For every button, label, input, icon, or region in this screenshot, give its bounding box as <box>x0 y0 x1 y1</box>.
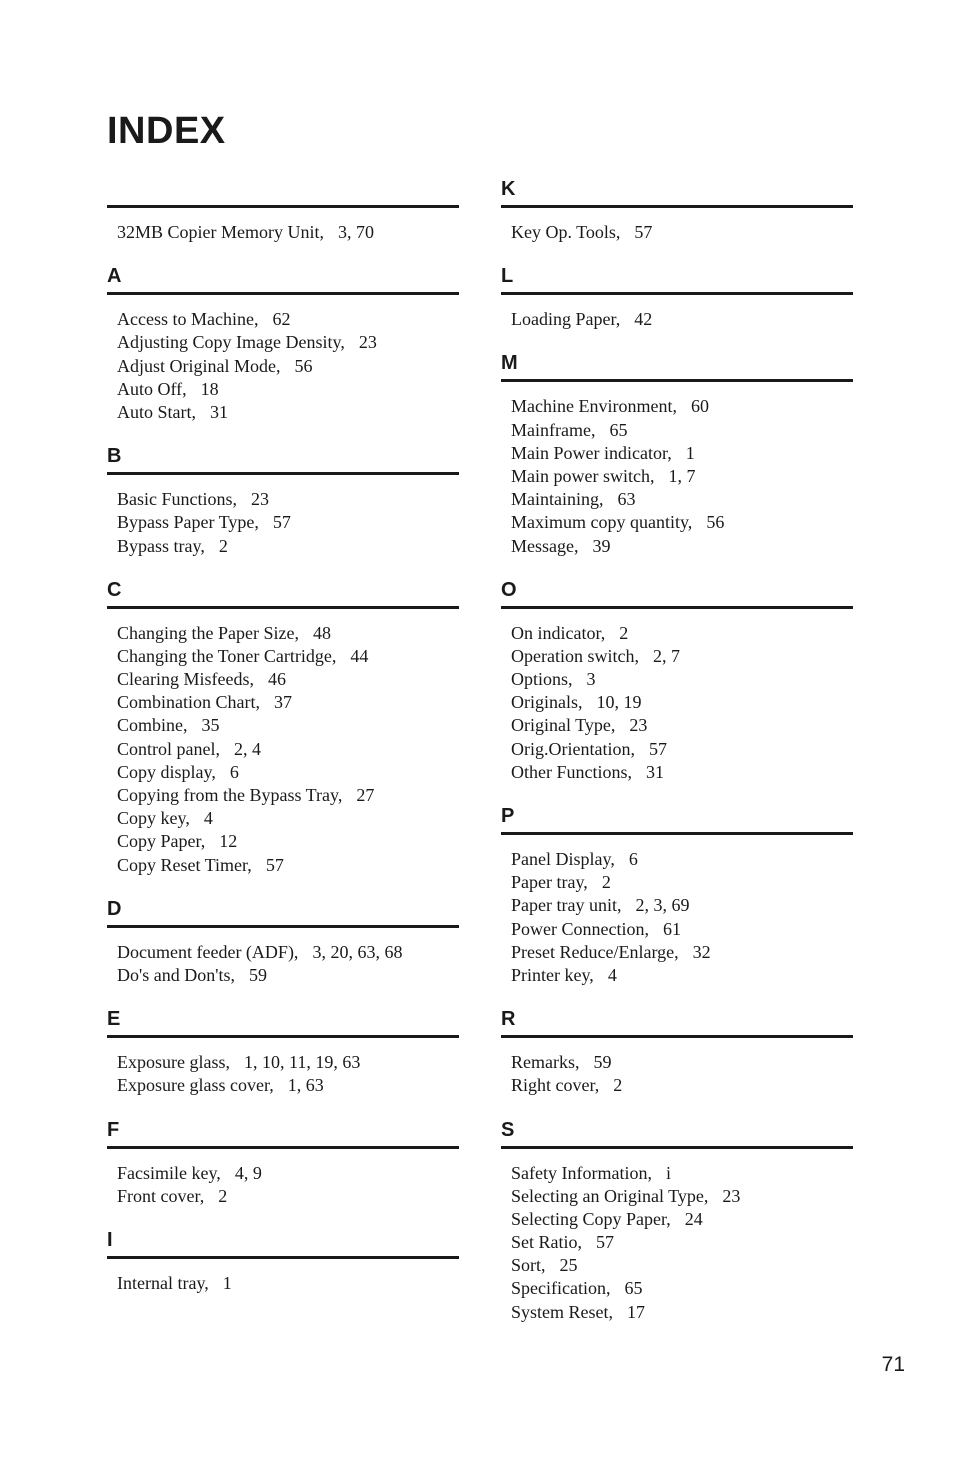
section-letter: L <box>501 265 514 288</box>
entry-term: Access to Machine, <box>117 309 259 330</box>
index-entry <box>117 645 459 668</box>
entry-pages: 6 <box>229 761 239 782</box>
section-letter: D <box>107 897 122 920</box>
entry-term: Clearing Misfeeds, <box>117 669 254 690</box>
entry-pages: 2 <box>619 622 629 643</box>
section-divider <box>107 925 459 928</box>
entry-pages: 25 <box>559 1255 578 1276</box>
entry-pages: 23 <box>251 489 269 510</box>
index-entry <box>511 738 853 761</box>
entry-pages: 62 <box>272 309 291 330</box>
index-column-left <box>107 175 459 1313</box>
section-divider <box>501 1146 853 1149</box>
index-entry <box>117 714 459 737</box>
entry-pages: 1, 10, 11, 19, 63 <box>243 1052 361 1073</box>
entry-term: Mainframe, <box>511 419 596 440</box>
entry-term: Selecting Copy Paper, <box>511 1208 671 1229</box>
entry-term: Bypass Paper Type, <box>117 512 259 533</box>
entry-pages: 35 <box>201 715 220 736</box>
index-entry <box>511 622 853 645</box>
index-entry <box>117 355 459 378</box>
entry-term: Specification, <box>511 1278 611 1299</box>
section-divider <box>107 606 459 609</box>
entry-term: Sort, <box>511 1255 546 1276</box>
entry-pages: 1, 63 <box>287 1075 324 1096</box>
index-entry <box>117 331 459 354</box>
index-entry <box>511 465 853 488</box>
entry-term: Remarks, <box>511 1052 580 1073</box>
entry-pages: 37 <box>274 692 292 713</box>
entry-pages: 57 <box>596 1232 614 1253</box>
entry-term: Set Ratio, <box>511 1232 582 1253</box>
index-entry <box>117 941 459 964</box>
index-section <box>501 349 853 557</box>
index-section <box>107 576 459 877</box>
index-entry <box>511 1301 853 1324</box>
entry-term: Key Op. Tools, <box>511 222 621 242</box>
entry-pages: 2, 3, 69 <box>635 895 690 916</box>
entry-list <box>501 221 853 244</box>
entry-pages: 61 <box>662 918 681 939</box>
entry-term: Original Type, <box>511 715 616 736</box>
section-letter: C <box>107 578 122 601</box>
section-divider <box>107 472 459 475</box>
section-letter: R <box>501 1008 516 1031</box>
entry-list <box>501 1162 853 1324</box>
entry-pages: 3, 20, 63, 68 <box>312 941 403 962</box>
entry-pages: 23 <box>722 1185 741 1206</box>
section-letter: F <box>107 1118 120 1141</box>
entry-term: Right cover, <box>511 1075 600 1096</box>
entry-term: Changing the Paper Size, <box>117 622 299 643</box>
entry-pages: 2, 7 <box>652 645 680 666</box>
entry-term: Maximum copy quantity, <box>511 512 693 533</box>
section-divider <box>107 205 459 208</box>
entry-term: Bypass tray, <box>117 535 205 556</box>
index-entry <box>117 378 459 401</box>
entry-pages: 65 <box>624 1278 643 1299</box>
entry-pages: 57 <box>648 738 667 759</box>
entry-term: Options, <box>511 669 573 690</box>
entry-term: Copy display, <box>117 761 216 782</box>
entry-term: Main power switch, <box>511 465 655 486</box>
index-entry <box>511 871 853 894</box>
index-entry <box>511 918 853 941</box>
index-entry <box>117 511 459 534</box>
entry-term: Changing the Toner Cartridge, <box>117 645 337 666</box>
entry-pages: 12 <box>219 831 238 852</box>
section-divider <box>501 292 853 295</box>
index-entry <box>511 1185 853 1208</box>
entry-pages: 24 <box>684 1208 703 1229</box>
entry-pages: 1, 7 <box>668 465 696 486</box>
section-divider <box>107 292 459 295</box>
index-entry <box>511 645 853 668</box>
index-entry <box>511 1074 853 1097</box>
index-section <box>501 802 853 987</box>
entry-list <box>107 941 459 987</box>
entry-list <box>107 622 459 877</box>
entry-list <box>107 308 459 424</box>
section-letter: I <box>107 1228 113 1251</box>
index-entry <box>117 691 459 714</box>
index-entry <box>511 1162 853 1185</box>
entry-term: Adjust Original Mode, <box>117 355 281 376</box>
index-entry <box>511 395 853 418</box>
index-entry <box>511 894 853 917</box>
entry-term: Selecting an Original Type, <box>511 1185 709 1206</box>
entry-pages: 31 <box>646 761 664 782</box>
entry-pages: 3 <box>586 669 596 690</box>
section-divider <box>501 606 853 609</box>
index-entry <box>117 308 459 331</box>
index-entry <box>117 221 459 244</box>
entry-term: Document feeder (ADF), <box>117 941 299 962</box>
section-divider <box>107 1035 459 1038</box>
entry-list <box>501 308 853 331</box>
section-letter: E <box>107 1008 121 1031</box>
entry-pages: 3, 70 <box>338 222 374 242</box>
index-entry <box>511 1277 853 1300</box>
entry-pages: i <box>665 1162 671 1183</box>
entry-term: Message, <box>511 535 579 556</box>
index-entry <box>117 535 459 558</box>
entry-list <box>107 1272 459 1295</box>
entry-pages: 57 <box>634 222 653 242</box>
entry-term: Operation switch, <box>511 645 639 666</box>
index-entry <box>511 691 853 714</box>
entry-pages: 44 <box>350 645 369 666</box>
index-section <box>107 1116 459 1208</box>
entry-pages: 46 <box>267 669 286 690</box>
entry-term: Preset Reduce/Enlarge, <box>511 941 679 962</box>
section-letter: P <box>501 805 515 827</box>
entry-pages: 23 <box>629 715 648 736</box>
entry-term: Combination Chart, <box>117 692 260 713</box>
index-entry <box>511 668 853 691</box>
section-letter: O <box>501 578 517 601</box>
entry-list <box>107 1162 459 1208</box>
entry-term: Basic Functions, <box>117 489 237 510</box>
entry-pages: 57 <box>272 512 291 533</box>
index-entry <box>117 964 459 987</box>
entry-pages: 27 <box>356 785 375 805</box>
index-entry <box>117 1162 459 1185</box>
section-divider <box>501 1035 853 1038</box>
entry-term: Do's and Don'ts, <box>117 964 235 985</box>
entry-list <box>107 1051 459 1097</box>
entry-pages: 10, 19 <box>596 692 642 713</box>
section-divider <box>107 1146 459 1149</box>
entry-term: Orig.Orientation, <box>511 738 635 759</box>
entry-pages: 1 <box>685 442 695 463</box>
entry-pages: 2 <box>218 1185 228 1206</box>
entry-pages: 65 <box>609 419 628 440</box>
entry-term: Facsimile key, <box>117 1162 221 1183</box>
entry-list <box>107 488 459 558</box>
entry-term: Machine Environment, <box>511 396 677 417</box>
index-entry <box>511 1051 853 1074</box>
section-letter: M <box>501 352 518 375</box>
entry-term: Paper tray, <box>511 872 588 893</box>
section-letter <box>107 175 459 203</box>
entry-term: Adjusting Copy Image Density, <box>117 332 345 353</box>
index-entry <box>511 848 853 871</box>
index-entry <box>511 1254 853 1277</box>
index-entry <box>117 807 459 830</box>
entry-term: Safety Information, <box>511 1162 652 1183</box>
index-entry <box>511 535 853 558</box>
section-letter: A <box>107 265 122 288</box>
index-section <box>107 262 459 424</box>
section-letter: S <box>501 1118 515 1141</box>
entry-pages: 17 <box>627 1301 645 1322</box>
entry-term: Copy Paper, <box>117 831 206 852</box>
entry-pages: 59 <box>248 964 267 985</box>
index-section <box>107 442 459 558</box>
entry-term: Copy Reset Timer, <box>117 854 252 875</box>
section-divider <box>501 379 853 382</box>
index-section <box>107 1226 459 1295</box>
entry-pages: 32 <box>692 941 711 962</box>
entry-term: Loading Paper, <box>511 309 621 330</box>
entry-pages: 6 <box>628 849 638 869</box>
index-section <box>501 1005 853 1097</box>
entry-pages: 1 <box>222 1272 232 1293</box>
index-section <box>501 576 853 784</box>
entry-term: On indicator, <box>511 622 606 643</box>
page-title: INDEX <box>107 110 226 152</box>
entry-list <box>501 1051 853 1097</box>
index-column-right <box>501 175 853 1342</box>
index-section <box>107 895 459 987</box>
entry-pages: 63 <box>617 489 636 510</box>
entry-term: 32MB Copier Memory Unit, <box>117 222 324 242</box>
section-divider <box>501 205 853 208</box>
entry-list <box>107 221 459 244</box>
entry-pages: 31 <box>210 401 228 422</box>
entry-term: Paper tray unit, <box>511 895 622 916</box>
index-entry <box>511 761 853 784</box>
index-entry <box>117 1185 459 1208</box>
entry-pages: 2, 4 <box>233 738 261 759</box>
entry-pages: 48 <box>312 622 331 643</box>
section-letter: K <box>501 178 516 200</box>
index-entry <box>117 622 459 645</box>
index-entry <box>511 964 853 987</box>
entry-term: Front cover, <box>117 1185 205 1206</box>
entry-term: Printer key, <box>511 964 594 985</box>
index-entry <box>511 941 853 964</box>
entry-term: Internal tray, <box>117 1272 209 1293</box>
entry-term: Panel Display, <box>511 849 615 869</box>
index-entry <box>511 419 853 442</box>
entry-pages: 2 <box>613 1075 623 1096</box>
index-section <box>501 262 853 331</box>
section-divider <box>107 1256 459 1259</box>
entry-list <box>501 395 853 557</box>
index-entry <box>117 1074 459 1097</box>
index-entry <box>117 784 459 807</box>
index-entry <box>511 442 853 465</box>
entry-term: Exposure glass, <box>117 1052 230 1073</box>
index-entry <box>117 761 459 784</box>
entry-term: Originals, <box>511 692 583 713</box>
entry-term: Combine, <box>117 715 188 736</box>
entry-pages: 42 <box>634 309 653 330</box>
index-entry <box>511 714 853 737</box>
index-entry <box>511 1231 853 1254</box>
entry-pages: 23 <box>358 332 377 353</box>
index-entry <box>511 511 853 534</box>
entry-term: Auto Start, <box>117 401 196 422</box>
entry-pages: 4 <box>607 964 617 985</box>
index-section <box>501 175 853 244</box>
index-entry <box>117 488 459 511</box>
entry-pages: 4 <box>203 808 213 829</box>
entry-list <box>501 848 853 987</box>
index-section <box>107 1005 459 1097</box>
index-entry <box>511 1208 853 1231</box>
entry-term: Main Power indicator, <box>511 442 672 463</box>
entry-term: Exposure glass cover, <box>117 1075 274 1096</box>
index-entry <box>511 488 853 511</box>
entry-pages: 56 <box>706 512 725 533</box>
section-divider <box>501 832 853 835</box>
page-number: 71 <box>881 1353 905 1376</box>
index-section <box>107 175 459 244</box>
entry-pages: 60 <box>690 396 709 417</box>
entry-term: Control panel, <box>117 738 220 759</box>
index-entry <box>117 401 459 424</box>
entry-pages: 4, 9 <box>234 1162 262 1183</box>
index-entry <box>511 308 853 331</box>
entry-pages: 56 <box>294 355 313 376</box>
entry-pages: 59 <box>593 1052 612 1073</box>
index-entry <box>511 221 853 244</box>
section-letter: B <box>107 445 122 468</box>
entry-pages: 39 <box>592 535 611 556</box>
index-entry <box>117 738 459 761</box>
entry-pages: 2 <box>601 872 611 893</box>
entry-term: Power Connection, <box>511 918 649 939</box>
index-entry <box>117 830 459 853</box>
index-entry <box>117 668 459 691</box>
entry-pages: 2 <box>218 535 228 556</box>
index-entry <box>117 1272 459 1295</box>
index-entry <box>117 1051 459 1074</box>
entry-term: Copying from the Bypass Tray, <box>117 785 343 805</box>
entry-term: Auto Off, <box>117 378 187 399</box>
entry-term: Copy key, <box>117 808 190 829</box>
entry-list <box>501 622 853 784</box>
entry-term: Other Functions, <box>511 761 632 782</box>
entry-term: Maintaining, <box>511 489 604 510</box>
index-entry <box>117 854 459 877</box>
entry-term: System Reset, <box>511 1301 613 1322</box>
entry-pages: 18 <box>200 378 219 399</box>
index-section <box>501 1116 853 1324</box>
entry-pages: 57 <box>265 854 284 875</box>
